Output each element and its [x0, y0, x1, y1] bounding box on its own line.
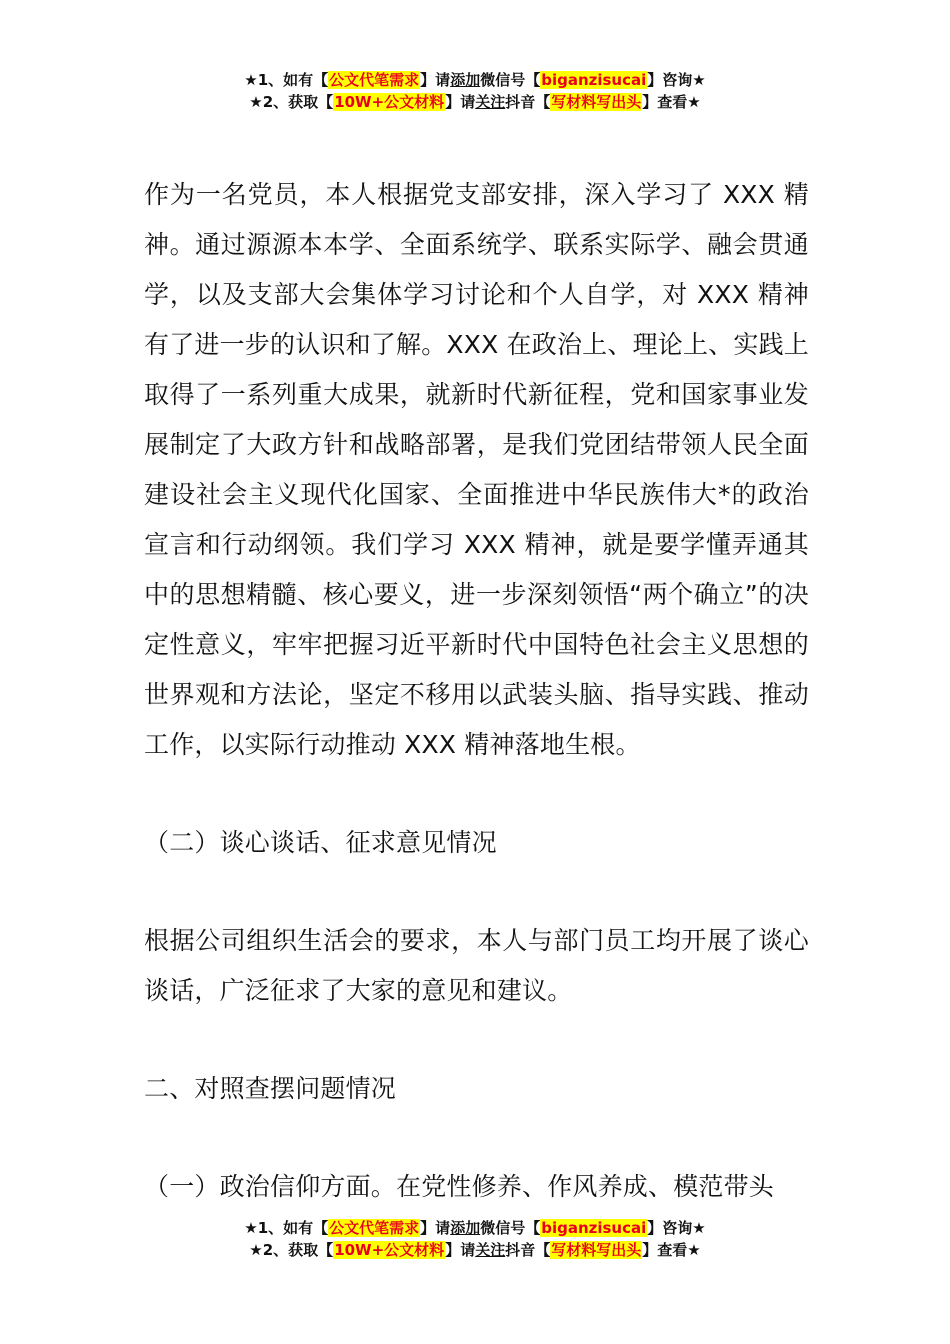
footer-banner-line-1: ★1、如有【公文代笔需求】请添加微信号【biganzisucai】咨询★: [244, 1219, 706, 1237]
section-heading: （二）谈心谈话、征求意见情况: [144, 828, 497, 857]
document-body: [144, 170, 809, 1212]
highlight-materials: 10W+公文材料: [334, 93, 445, 111]
highlight-douyin-account: 写材料写出头: [551, 93, 642, 111]
body-paragraph: （一）政治信仰方面。在党性修养、作风养成、模范带头: [144, 1172, 775, 1201]
highlight-service: 公文代笔需求: [329, 1219, 420, 1237]
highlight-douyin-account: 写材料写出头: [551, 1241, 642, 1259]
body-paragraph: 作为一名党员，本人根据党支部安排，深入学习了 XXX 精神。通过源源本本学、全面系统学、联系实际学、融会贯通学，以及支部大会集体学习讨论和个人自学，对 XXX 精神有了进一步的认识和了解。XXX 在政治上、理论上、实践上取得了一系列重大成果，就新时代新征程，党和国家事业发展制定了大政方针和战略部署，是我们党团结带领人民全面建设社会主义现代化国家、全面推进中华民族伟大*的政治宣言和行动纲领。我们学习 XXX 精神，就是要学懂弄通其中的思想精髓、核心要义，进一步深刻领悟“两个确立”的决定性意义，牢牢把握习近平新时代中国特色社会主义思想的世界观和方法论，坚定不移用以武装头脑、指导实践、推动工作，以实际行动推动 XXX 精神落地生根。: [144, 180, 809, 759]
header-banner-line-1: ★1、如有【公文代笔需求】请添加微信号【biganzisucai】咨询★: [244, 71, 706, 89]
section-heading: 二、对照查摆问题情况: [144, 1074, 397, 1103]
highlight-wechat-id: biganzisucai: [541, 71, 647, 89]
highlight-service: 公文代笔需求: [329, 71, 420, 89]
header-banner: [0, 69, 950, 113]
footer-banner: [0, 1217, 950, 1261]
footer-banner-line-2: ★2、获取【10W+公文材料】请关注抖音【写材料写出头】查看★: [249, 1241, 701, 1259]
highlight-wechat-id: biganzisucai: [541, 1219, 647, 1237]
body-paragraph: 根据公司组织生活会的要求，本人与部门员工均开展了谈心谈话，广泛征求了大家的意见和建议。: [144, 926, 809, 1005]
header-banner-line-2: ★2、获取【10W+公文材料】请关注抖音【写材料写出头】查看★: [249, 93, 701, 111]
highlight-materials: 10W+公文材料: [334, 1241, 445, 1259]
